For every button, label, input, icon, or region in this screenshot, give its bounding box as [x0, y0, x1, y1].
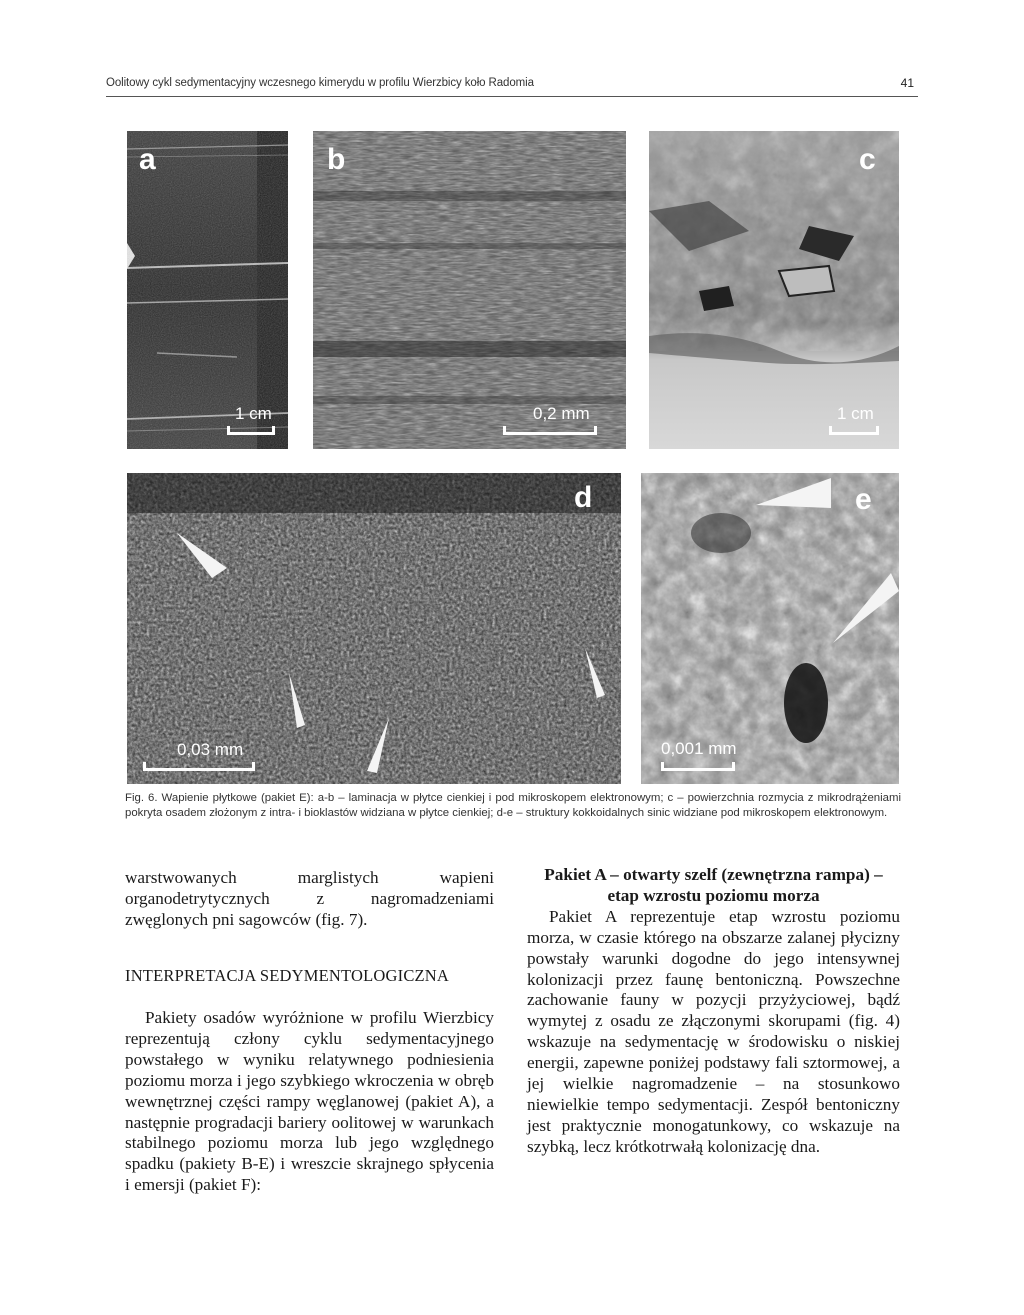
panel-label-a: a: [139, 143, 156, 176]
left-paragraph-interpretation: Pakiety osadów wyróżnione w profilu Wierzbicy reprezentują człony cyklu sedymentacyjnego powstałego w wyniku relatywnego podniesienia poziomu morza i jego szybkiego wkroczenia w obręb wewnętrznej części rampy węglanowej (pakiet A), a następnie progradacji bariery oolitowej w warunkach stabilnego poziomu morza lub jego względnego spadku (pakiety B-E) i wreszcie skrajnego spłycenia i emersji (pakiet F):: [125, 1008, 494, 1195]
panel-label-e: e: [855, 483, 872, 516]
pakiet-a-paragraph: Pakiet A reprezentuje etap wzrostu poziomu morza, w czasie którego na obszarze zalanej płycizny powstały warunki dogodne do jego intensywnej kolonizacji przez faunę bentoniczną. Powszechne zachowanie fauny w pozycji przyżyciowej, bądź wymytej z osadu ze złączonymi skorupami (fig. 4) wskazuje na sedymentację w środowisku o niskiej energii, zapewne poniżej podstawy fali sztormowej, a jej wielkie nagromadzenie – na stosunkowo niewielkie tempo sedymentacji. Zespół bentoniczny jest praktycznie monogatunkowy, co wskazuje na szybką, lecz krótkotrwałą kolonizację dna.: [527, 906, 900, 1156]
scale-bar-c: [829, 432, 879, 435]
right-column: [527, 865, 900, 1158]
scale-bar-a: [227, 432, 275, 435]
scale-label-b: 0,2 mm: [533, 404, 590, 423]
scale-label-e: 0,001 mm: [661, 739, 737, 758]
figure-panel-c: [649, 131, 899, 449]
scale-bar-d: [143, 768, 255, 771]
panel-label-b: b: [327, 143, 346, 176]
figure-panel-a: [127, 131, 288, 449]
scale-bar-b: [503, 432, 597, 435]
scale-label-d: 0,03 mm: [177, 740, 244, 759]
scale-label-a: 1 cm: [235, 404, 272, 423]
photo-a-image: [127, 131, 288, 449]
photo-d-image: [127, 473, 621, 784]
figure-panel-e: [641, 473, 899, 784]
figure-caption: Fig. 6. Wapienie płytkowe (pakiet E): a-b – laminacja w płytce cienkiej i pod mikroskopem elektronowym; c – powierzchnia rozmycia z mikrodrążeniami pokryta osadem złożonym z intra- i bioklastów widziana w płytce cienkiej; d-e – struktury kokkoidalnych sinic widziane pod mikroskopem elektronowym.: [125, 792, 901, 819]
photo-c-image: [649, 131, 899, 449]
scale-bar-e: [661, 768, 735, 771]
left-column: [125, 868, 494, 1195]
figure-panel-b: [313, 131, 626, 449]
photo-b-image: [313, 131, 626, 449]
photo-e-image: [641, 473, 899, 784]
figure-panel-d: [127, 473, 621, 784]
page-number: 41: [900, 76, 914, 90]
panel-label-d: d: [574, 481, 593, 514]
running-title: Oolitowy cykl sedymentacyjny wczesnego kimerydu w profilu Wierzbicy koło Radomia: [106, 77, 534, 89]
running-header: [106, 76, 918, 97]
pakiet-a-heading: Pakiet A – otwarty szelf (zewnętrzna rampa) – etap wzrostu poziomu morza: [544, 865, 883, 905]
panel-label-c: c: [859, 143, 876, 176]
left-paragraph-continued: warstwowanych marglistych wapieni organodetrytycznych z nagromadzeniami zwęglonych pni sagowców (fig. 7).: [125, 868, 494, 929]
section-title: INTERPRETACJA SEDYMENTOLOGICZNA: [125, 966, 450, 985]
scale-label-c: 1 cm: [837, 404, 874, 423]
